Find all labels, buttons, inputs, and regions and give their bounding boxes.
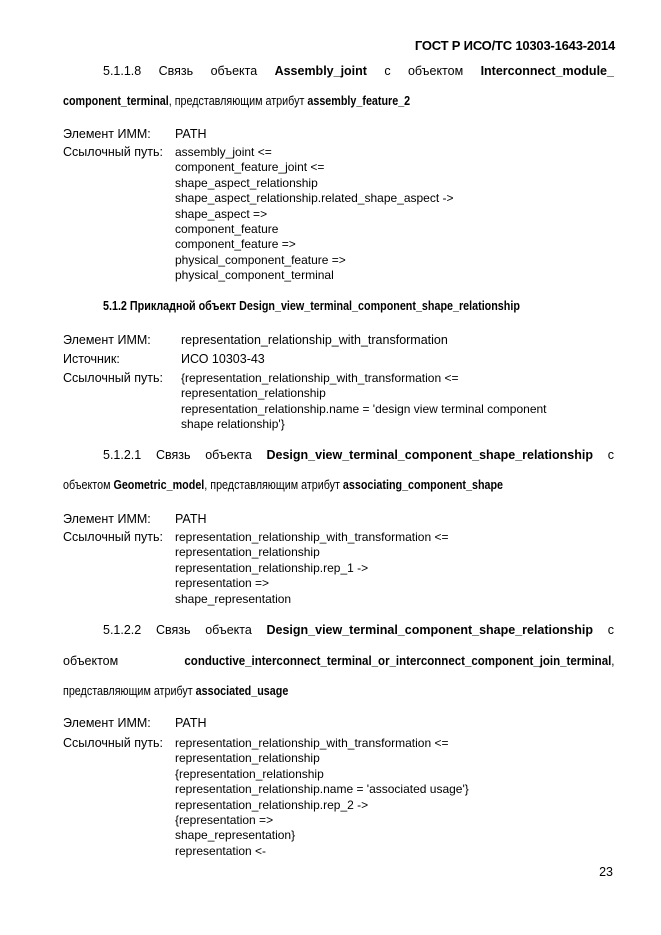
clause-number: 5.1.1.8 [103,64,142,78]
ref-path-block [175,145,454,284]
target-object-name: Geometric_model [113,478,205,492]
clause-heading-5-1-2-1 [103,448,614,462]
ref-path-line: representation_relationship [175,545,320,560]
ref-path-line: {representation_relationship [175,766,324,781]
clause-heading-5-1-1-8 [103,64,614,78]
elem-label: Элемент ИММ: [63,333,151,347]
clause-word: объекта [210,64,258,78]
source-label: Источник: [63,352,120,366]
ref-path-label: Ссылочный путь: [63,736,163,750]
section-heading-5-1-2 [103,299,520,313]
clause-text: представляющим атрибут [63,684,196,698]
ref-path-line: component_feature [175,222,279,237]
ref-path-line: shape_aspect_relationship.related_shape_aspect -> [175,191,454,206]
ref-path-line: physical_component_feature => [175,252,346,267]
ref-path-line: representation_relationship.name = 'associated usage'} [175,782,469,797]
ref-path-line: representation_relationship_with_transformation <= [175,530,449,544]
ref-path-line: representation_relationship.rep_2 -> [175,797,369,812]
ref-path-line: representation_relationship_with_transformation <= [175,736,449,750]
ref-path-block [175,736,469,859]
page-number: 23 [599,865,613,879]
clause-word: с [384,64,391,78]
clause-heading-5-1-2-2 [103,623,614,637]
target-object-name: conductive_interconnect_terminal_or_interconnect_component_join_terminal [183,654,611,668]
elem-value: PATH [175,127,207,141]
clause-word: с [607,448,614,462]
target-object-wrap [184,654,614,668]
clause-punct: , [610,654,614,668]
clause-number: 5.1.2.1 [103,448,142,462]
ref-path-line: {representation => [175,813,274,828]
clause-text: , представляющим атрибут [168,94,308,108]
ref-path-line: {representation_relationship_with_transformation <= [181,371,459,385]
ref-path-line: shape_aspect_relationship [175,175,318,190]
object-name: Assembly_joint [274,64,367,78]
ref-path-line: shape_representation [175,591,292,606]
ref-path-block [175,530,449,607]
clause-continuation [63,684,288,698]
ref-path-label: Ссылочный путь: [63,145,163,159]
elem-value: representation_relationship_with_transformation [181,333,448,347]
ref-path-label: Ссылочный путь: [63,371,163,385]
ref-path-line: shape_representation} [175,828,296,843]
ref-path-line: assembly_joint <= [175,145,272,159]
section-number: 5.1.2 [103,299,127,313]
clause-word: Связь [155,448,191,462]
ref-path-line: component_feature => [175,237,296,252]
object-name: Design_view_terminal_component_shape_relationship [266,623,593,637]
ref-path-line: physical_component_terminal [175,268,334,283]
ref-path-block [181,371,547,433]
ref-path-line: component_feature_joint <= [175,160,325,175]
clause-continuation [63,654,614,668]
object-name: Design_view_terminal_component_shape_relationship [266,448,593,462]
attribute-name: associating_component_shape [342,478,504,492]
ref-path-line: representation => [175,576,270,591]
ref-path-line: shape relationship'} [181,417,285,432]
ref-path-line: representation_relationship.rep_1 -> [175,560,369,575]
elem-label: Элемент ИММ: [63,716,151,730]
clause-word: Связь [155,623,191,637]
clause-text: объектом [63,478,114,492]
attribute-name: assembly_feature_2 [307,94,411,108]
clause-word: Связь [158,64,194,78]
clause-word: объектом [407,64,464,78]
clause-text: , представляющим атрибут [204,478,343,492]
section-title: Прикладной объект Design_view_terminal_component_shape_relationship [129,299,520,313]
clause-word: объекта [205,623,252,637]
clause-word: с [607,623,614,637]
elem-label: Элемент ИММ: [63,127,151,141]
elem-value: PATH [175,716,207,730]
ref-path-label: Ссылочный путь: [63,530,163,544]
ref-path-line: representation_relationship.name = 'design view terminal component [181,401,547,416]
clause-word: объекта [205,448,252,462]
attribute-name: associated_usage [195,684,289,698]
clause-number: 5.1.2.2 [103,623,142,637]
ref-path-line: representation_relationship [175,751,320,766]
elem-value: PATH [175,512,207,526]
target-object-name-cont: component_terminal [63,94,169,108]
ref-path-line: representation <- [175,843,267,858]
clause-text: объектом [63,654,119,668]
elem-label: Элемент ИММ: [63,512,151,526]
ref-path-line: representation_relationship [181,386,326,401]
target-object-name: Interconnect_module_ [480,64,614,78]
clause-continuation [63,478,503,492]
clause-continuation [63,94,410,108]
source-value: ИСО 10303-43 [181,352,265,366]
document-header: ГОСТ Р ИСО/ТС 10303-1643-2014 [414,38,615,53]
ref-path-line: shape_aspect => [175,206,268,221]
